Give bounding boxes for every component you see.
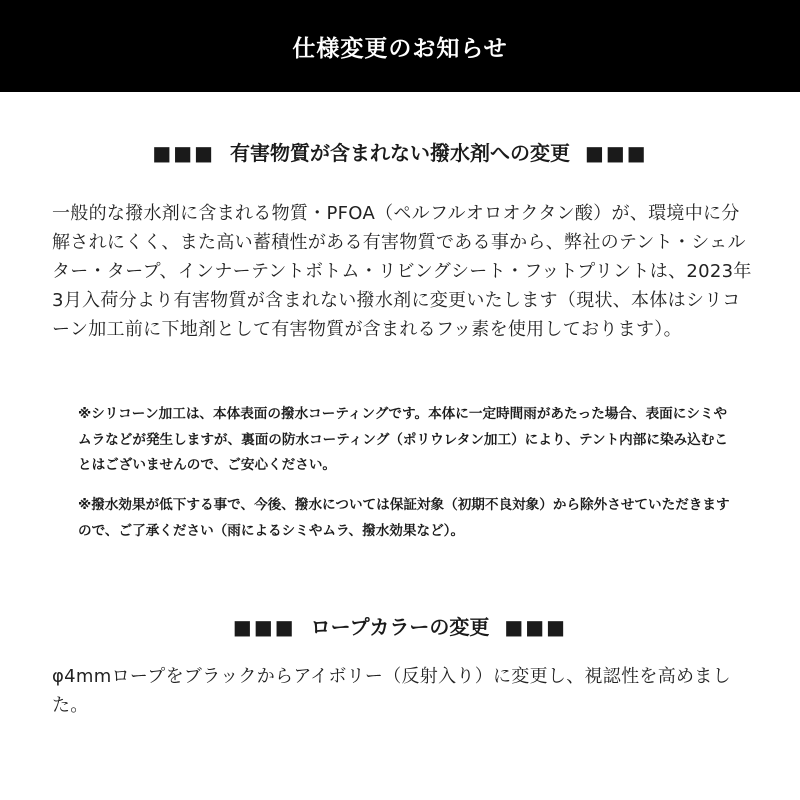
silicone-coating-note: ※シリコーン加工は、本体表面の撥水コーティングです。本体に一定時間雨があたった場合、表面にシミやムラなどが発生しますが、裏面の防水コーティング（ポリウレタン加工）により、テント内部に染み込むことはございませんので、ご安心ください。 — [78, 406, 728, 473]
heading-decoration-left: ■■■ — [152, 141, 216, 165]
page-title: 仕様変更のお知らせ — [292, 35, 508, 62]
heading-text: ロープカラーの変更 — [310, 615, 490, 639]
heading-decoration-right: ■■■ — [504, 615, 568, 639]
section-heading-water-repellent — [0, 137, 800, 166]
heading-decoration-right: ■■■ — [584, 141, 648, 165]
heading-text: 有害物質が含まれない撥水剤への変更 — [230, 141, 570, 165]
rope-color-description: φ4mmロープをブラックからアイボリー（反射入り）に変更し、視認性を高めました。 — [52, 666, 731, 716]
warranty-note: ※撥水効果が低下する事で、今後、撥水については保証対象（初期不良対象）から除外させていただきますので、ご了承ください（雨によるシミやムラ、撥水効果など）。 — [78, 497, 730, 539]
heading-decoration-left: ■■■ — [232, 615, 296, 639]
header-bar — [0, 0, 800, 92]
section-heading-rope-color — [0, 611, 800, 640]
water-repellent-description: 一般的な撥水剤に含まれる物質・PFOA（ペルフルオロオクタン酸）が、環境中に分解されにくく、また高い蓄積性がある有害物質である事から、弊社のテント・シェルター・タープ、インナーテントボトム・リビングシート・フットプリントは、2023年3月入荷分より有害物質が含まれない撥水剤に変更いたします（現状、本体はシリコーン加工前に下地剤として有害物質が含まれるフッ素を使用しております）。 — [52, 203, 752, 340]
